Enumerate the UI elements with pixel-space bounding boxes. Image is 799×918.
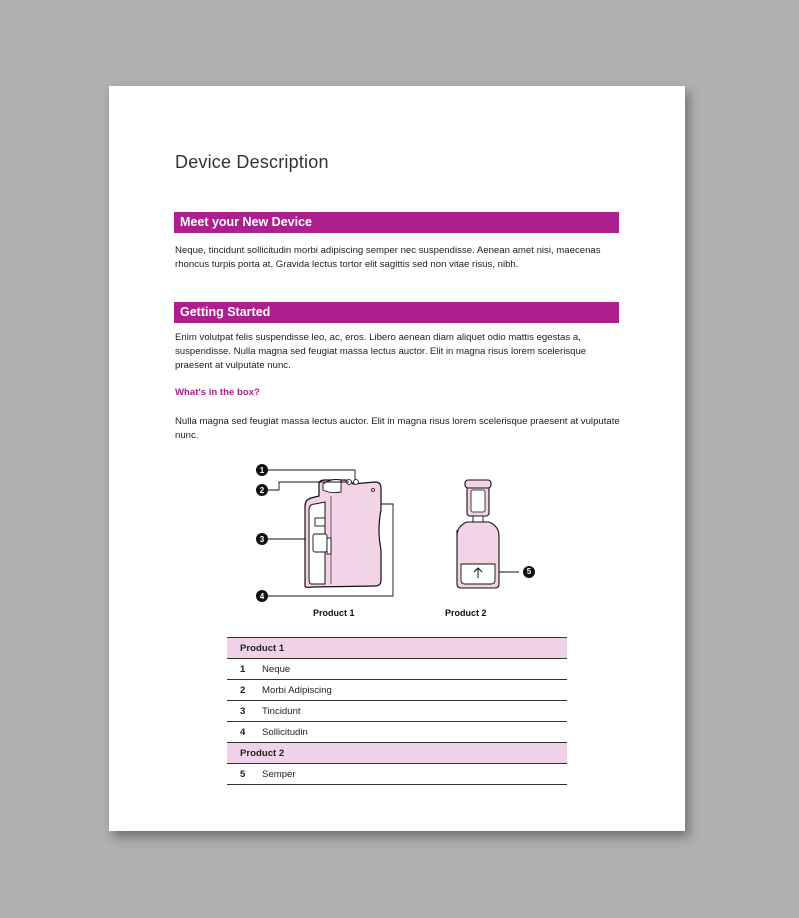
part-number: 5 (227, 764, 262, 785)
callout-1 (256, 464, 268, 476)
device-illustration (249, 460, 532, 620)
table-group-row (227, 743, 567, 764)
section-heading-getting-started: Getting Started (174, 302, 619, 323)
part-name: Sollicitudin (262, 722, 567, 743)
table-group-row (227, 638, 567, 659)
svg-text:3: 3 (259, 535, 265, 544)
svg-text:4: 4 (259, 592, 265, 601)
product2-caption: Product 2 (445, 608, 487, 618)
device-diagram (249, 460, 519, 620)
part-number: 1 (227, 659, 262, 680)
table-group-label: Product 2 (227, 743, 567, 764)
part-name: Neque (262, 659, 567, 680)
table-row (227, 722, 567, 743)
callout-4 (256, 590, 268, 602)
table-row (227, 680, 567, 701)
subheading-whats-in-box: What's in the box? (175, 387, 260, 398)
table-group-label: Product 1 (227, 638, 567, 659)
section-body-meet-device: Neque, tincidunt sollicitudin morbi adipiscing semper nec suspendisse. Aenean amet nisi, maecenas rhoncus turpis porta at. Gravida lectus tortor elit sagittis sed non vitae risus, nibh. (175, 245, 601, 270)
callout-2 (256, 484, 268, 496)
document-page (109, 86, 685, 831)
part-name: Morbi Adipiscing (262, 680, 567, 701)
svg-text:2: 2 (259, 486, 265, 495)
svg-text:1: 1 (259, 466, 265, 475)
table-row (227, 701, 567, 722)
part-name: Tincidunt (262, 701, 567, 722)
product1-caption: Product 1 (313, 608, 355, 618)
section-heading-meet-device: Meet your New Device (174, 212, 619, 233)
part-number: 4 (227, 722, 262, 743)
parts-table (227, 637, 567, 785)
product2-canister-drawing (457, 480, 499, 588)
box-description: Nulla magna sed feugiat massa lectus auctor. Elit in magna risus lorem scelerisque praesent at vulputate nunc. (175, 416, 620, 441)
part-number: 3 (227, 701, 262, 722)
table-row (227, 764, 567, 785)
section-body-getting-started: Enim volutpat felis suspendisse leo, ac, eros. Libero aenean diam aliquet odio mattis egestas a, suspendisse. Nulla magna sed feugiat massa lectus auctor. Elit in magna risus lorem scelerisque praesent at vulputate nunc. (175, 332, 587, 371)
part-number: 2 (227, 680, 262, 701)
product1-device-drawing (305, 480, 381, 588)
table-row (227, 659, 567, 680)
callout-5: 5 (523, 566, 535, 578)
callout-3 (256, 533, 268, 545)
page-title: Device Description (175, 152, 329, 172)
part-name: Semper (262, 764, 567, 785)
